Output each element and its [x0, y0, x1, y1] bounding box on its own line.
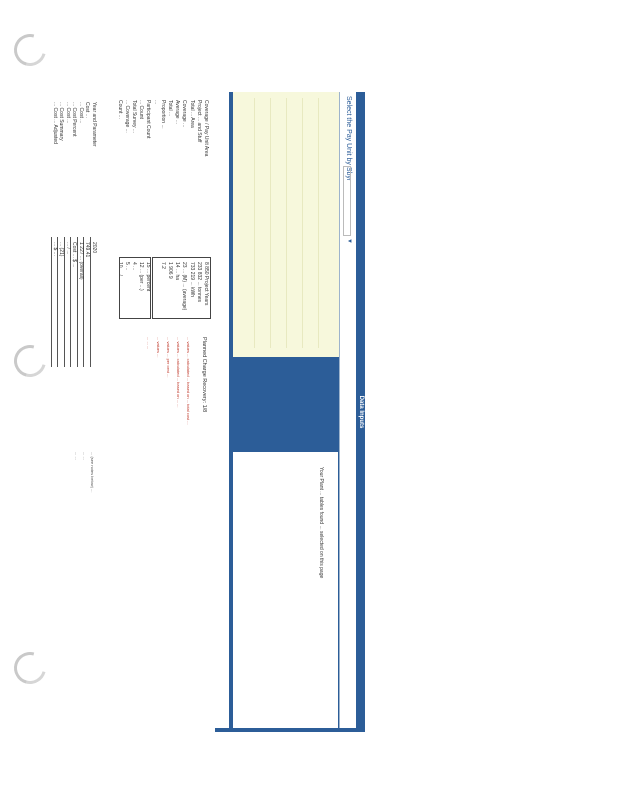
summary-label: Total Survey ...: [131, 100, 137, 134]
cost-rule: [58, 237, 59, 367]
summary-value: 7.2: [159, 262, 166, 269]
footnote: ... ...: [82, 452, 87, 460]
punch-hole-middle: [8, 339, 52, 383]
summary-label: ... Coverage ...: [123, 100, 130, 133]
cost-rule: [64, 237, 65, 367]
chevron-down-icon[interactable]: ▼: [346, 238, 352, 244]
cost-label: ... Cost ... Adjusted: [52, 102, 58, 144]
divider: [254, 98, 255, 348]
calculation-note: ... ... ...: [146, 337, 151, 350]
divider: [318, 98, 319, 348]
calculation-note: ... values ...: [156, 337, 161, 358]
divider: [270, 98, 271, 348]
panel-footer-bar: [229, 92, 233, 732]
cost-rule: [51, 237, 52, 367]
summary-value: 1 906 9: [167, 262, 173, 279]
cost-value: 2020: [91, 242, 97, 254]
summary-value: 4 ...: [131, 262, 137, 271]
summary-label: ... Count: [138, 100, 145, 119]
scanned-page: [52, 92, 365, 732]
cost-value: ... / ...: [65, 242, 71, 255]
cost-value: Cost ... $ ...: [71, 242, 78, 268]
footnote: ... (see notes below) ...: [90, 452, 95, 493]
blue-block: [233, 357, 339, 452]
cost-label: Cost ...: [84, 102, 91, 118]
summary-label: Total ...: [167, 100, 173, 117]
summary-value: 233 832 ... tonnes: [195, 262, 202, 303]
details-section: [52, 92, 215, 732]
summary-label: Average ...: [174, 100, 181, 125]
summary-value: 15 ... percent: [145, 262, 152, 292]
divider: [302, 98, 303, 348]
summary-value: 733 219 ... kWh: [188, 262, 195, 298]
summary-value: 12 ... (per ...): [138, 262, 145, 291]
cost-value: ... (21): [58, 242, 65, 257]
summary-label: ...: [152, 100, 159, 105]
cost-rule: [71, 237, 72, 367]
summary-label: Project ... and Stuff: [195, 100, 202, 143]
cost-label: ... Cost ...: [78, 102, 84, 124]
summary-value: 10 ... / ...: [116, 262, 123, 282]
select-row: [339, 92, 356, 732]
panel-title: Data Inputs: [358, 395, 364, 429]
calculation-note: ... values ... calculated ... based on ... total cost ...: [186, 337, 191, 425]
cost-value: 1 227 ... (overall): [78, 242, 84, 280]
side-heading: Planned Charge Recovery: 1/8: [201, 337, 207, 413]
summary-label: Coverage / Pay Unit Area: [203, 100, 209, 157]
rotated-content: [52, 92, 365, 732]
summary-value: 5 ...: [123, 262, 130, 271]
data-inputs-panel: [215, 92, 365, 732]
value-box: [116, 257, 151, 319]
summary-label: Proportion ...: [159, 100, 166, 129]
select-label: Select the Pay Unit by Sbyr: [345, 96, 352, 182]
summary-value: 8 850 Project Years: [203, 262, 209, 306]
notice-text: Your Plant ... tables found ... selected on this page: [318, 467, 324, 579]
summary-label: Total ... Area: [188, 100, 195, 128]
cost-value: 749.41: [84, 242, 91, 258]
summary-label: Count ...: [116, 100, 123, 119]
input-area: [233, 92, 339, 357]
footnote: ... ...: [74, 452, 79, 460]
punch-hole-bottom: [8, 646, 52, 690]
pay-unit-select[interactable]: [343, 166, 351, 236]
summary-label: Participant Count: [145, 100, 152, 139]
divider: [286, 98, 287, 348]
cost-label: ... Cost Summary: [58, 102, 65, 141]
value-box: [152, 257, 211, 319]
cost-value: ... $ ...: [52, 242, 58, 256]
summary-value: 14 ... ha: [174, 262, 181, 281]
info-strip: [233, 92, 339, 732]
summary-value: 23 ... (M) ... (average): [181, 262, 188, 311]
summary-label: Coverage ...: [181, 100, 188, 128]
cost-label: Year and Parameter: [91, 102, 97, 147]
cost-label: ... Cost Percent: [71, 102, 78, 137]
calculation-note: ... values ... per cent ...: [166, 337, 171, 378]
cost-label: ... Cost ...: [65, 102, 71, 124]
blue-tab-right: [215, 728, 365, 732]
punch-hole-top: [8, 28, 52, 72]
calculation-note: ... values ... calculated ... based on ... ...: [176, 337, 181, 408]
